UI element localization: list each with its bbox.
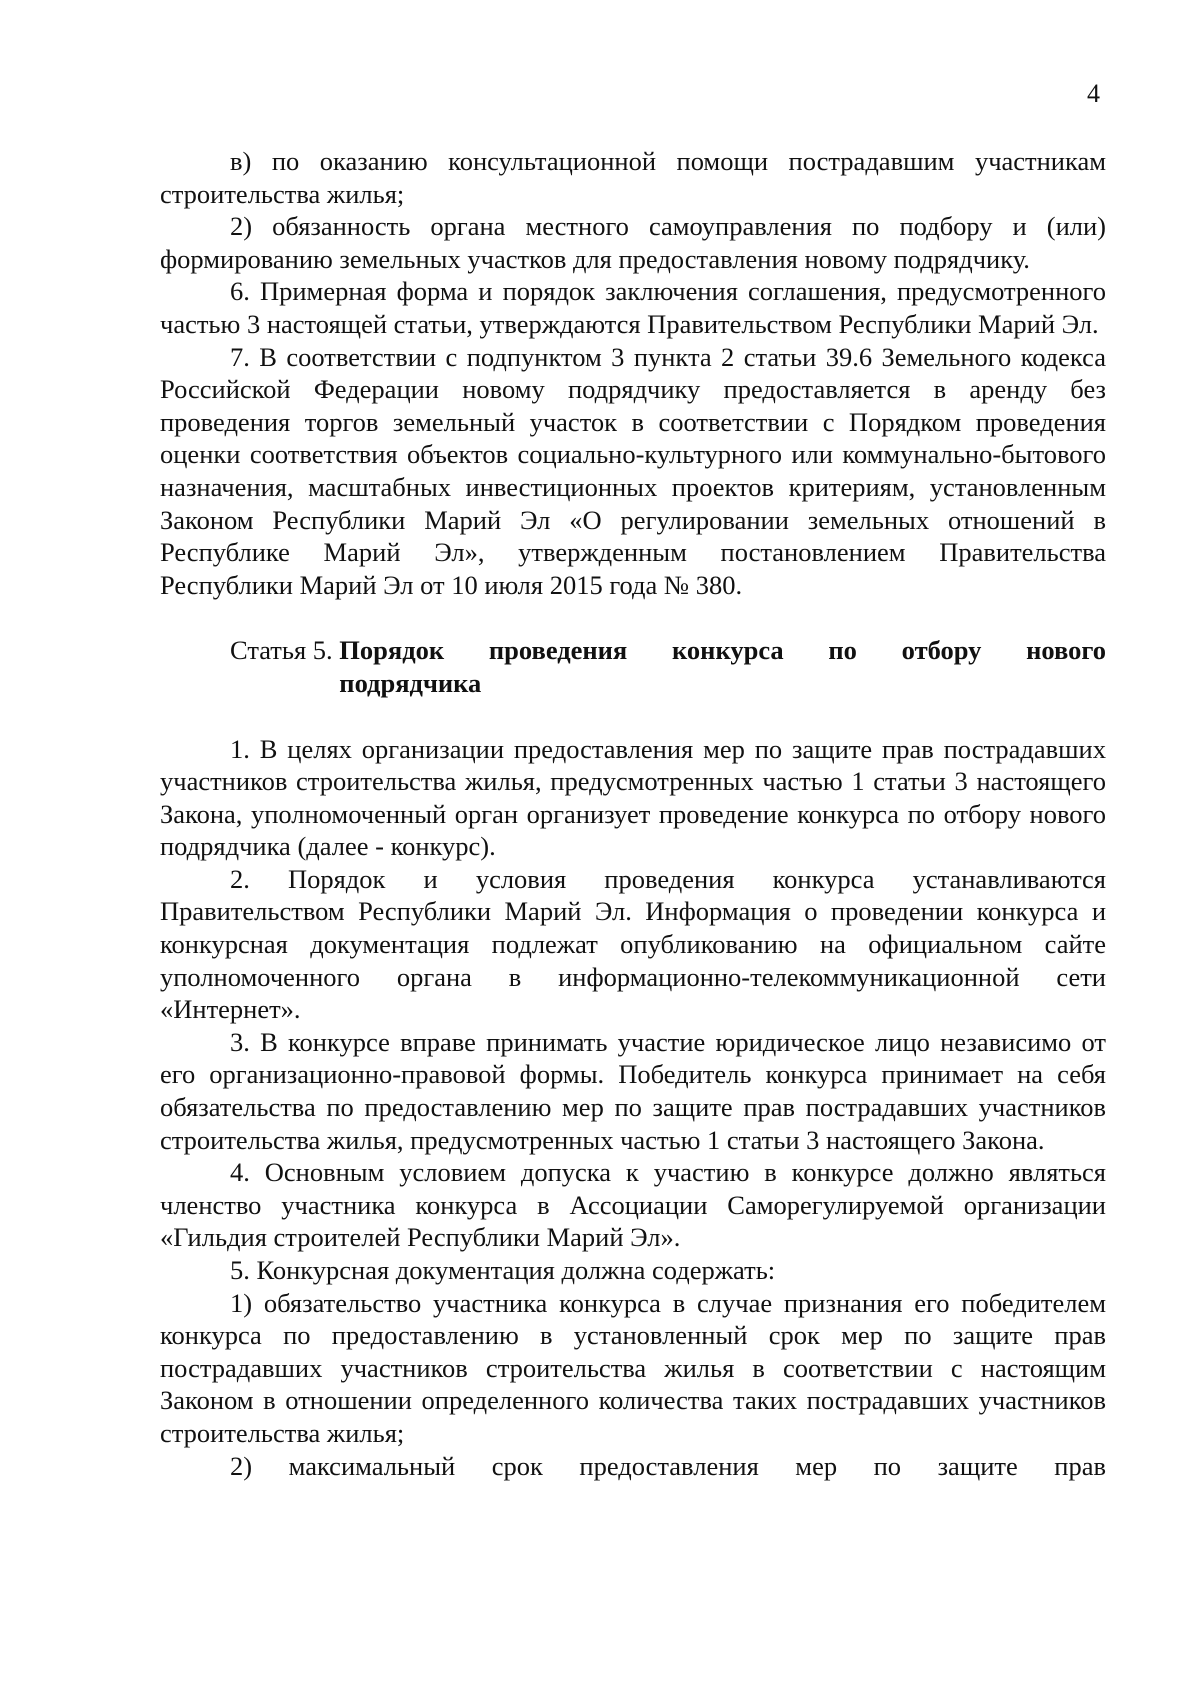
paragraph: в) по оказанию консультационной помощи пострадавшим участникам строительства жилья; xyxy=(160,146,1106,209)
paragraph: 5. Конкурсная документация должна содержать: xyxy=(230,1255,776,1285)
paragraph: 7. В соответствии с подпунктом 3 пункта 2 статьи 39.6 Земельного кодекса Российской Федерации новому подрядчику предоставляется в аренду без проведения торгов земельный участок в соответствии с Порядком проведения оценки соответствия объектов социально-культурного или коммунально-бытового назначения, масштабных инвестиционных проектов критериям, установленным Законом Республики Марий Эл «О регулировании земельных отношений в Республике Марий Эл», утвержденным постановлением Правительства Республики Марий Эл от 10 июля 2015 года № 380. xyxy=(160,341,1106,600)
article-title xyxy=(339,634,1106,699)
paragraph: 2) максимальный срок предоставления мер по защите прав xyxy=(230,1450,1106,1481)
paragraph: 4. Основным условием допуска к участию в конкурсе должно являться членство участника конкурса в Ассоциации Саморегулируемой организации «Гильдия строителей Республики Марий Эл». xyxy=(160,1157,1106,1253)
spacer xyxy=(160,601,1106,634)
paragraph: 6. Примерная форма и порядок заключения соглашения, предусмотренного частью 3 настоящей статьи, утверждаются Правительством Республики Марий Эл. xyxy=(160,276,1106,339)
paragraph: 1) обязательство участника конкурса в случае признания его победителем конкурса по предоставлению в установленный срок мер по защите прав пострадавших участников строительства жилья в соответствии с настоящим Законом в отношении определенного количества таких пострадавших участников строительства жилья; xyxy=(160,1287,1106,1448)
paragraph: 3. В конкурсе вправе принимать участие юридическое лицо независимо от его организационно-правовой формы. Победитель конкурса принимает на себя обязательства по предоставлению мер по защите прав пострадавших участников строительства жилья, предусмотренных частью 1 статьи 3 настоящего Закона. xyxy=(160,1026,1106,1155)
spacer xyxy=(160,700,1106,733)
article-title-line1: Порядок проведения конкурса по отбору нового xyxy=(339,635,1106,666)
page-number: 4 xyxy=(1087,79,1100,108)
paragraph: 1. В целях организации предоставления мер по защите прав пострадавших участников строительства жилья, предусмотренных частью 1 статьи 3 настоящего Закона, уполномоченный орган организует проведение конкурса по отбору нового подрядчика (далее - конкурс). xyxy=(160,733,1106,862)
paragraph: 2. Порядок и условия проведения конкурса устанавливаются Правительством Республики Марий Эл. Информация о проведении конкурса и конкурсная документация подлежат опубликованию на официальном сайте уполномоченного органа в информационно-телекоммуникационной сети «Интернет». xyxy=(160,863,1106,1025)
document-body xyxy=(160,145,1106,1482)
article-label: Статья 5. xyxy=(230,635,333,666)
article-heading xyxy=(160,634,1106,699)
paragraph: 2) обязанность органа местного самоуправления по подбору и (или) формированию земельных участков для предоставления новому подрядчику. xyxy=(160,211,1106,274)
article-title-line2: подрядчика xyxy=(339,667,482,698)
